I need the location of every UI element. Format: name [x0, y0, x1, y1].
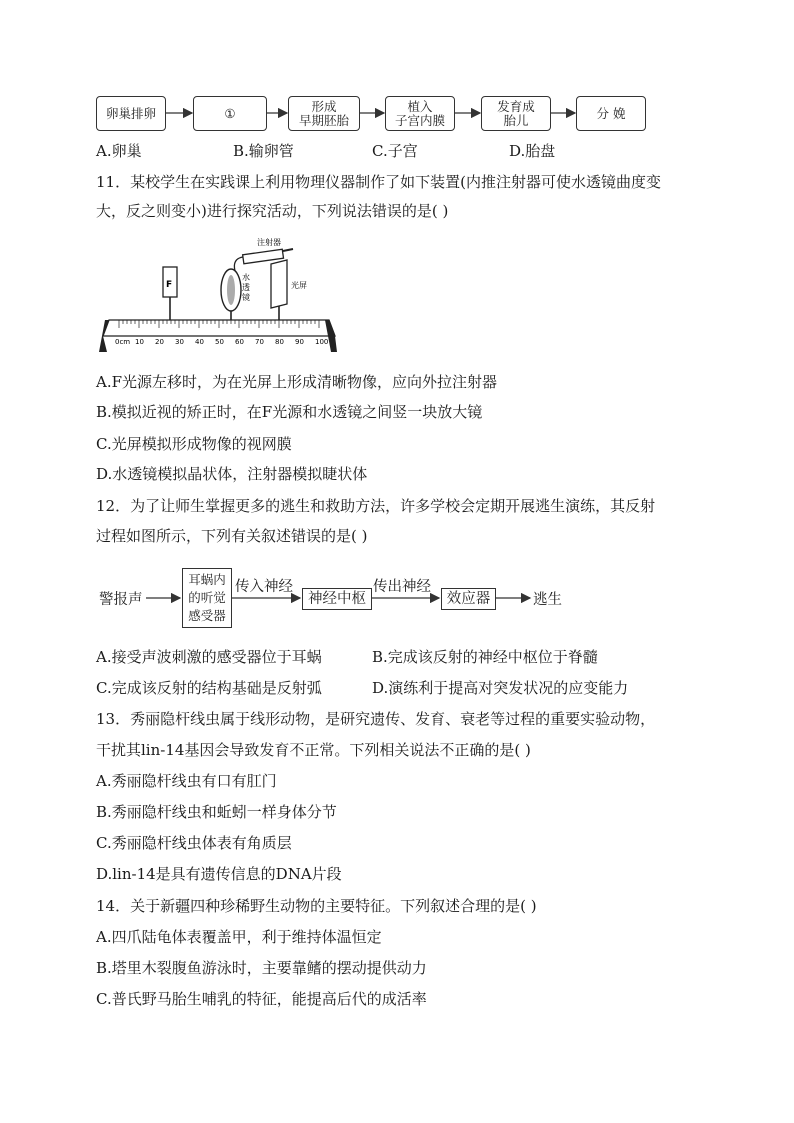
flow-box-text: 形成	[311, 98, 337, 114]
flow-start: 警报声	[99, 592, 143, 608]
q10-option-b: B.输卵管	[233, 142, 294, 160]
flow-box-text: 胎儿	[503, 112, 529, 128]
q13-stem-line2: 干扰其lin-14基因会导致发育不正常。下列相关说法不正确的是( )	[96, 741, 531, 759]
light-screen	[271, 260, 287, 308]
center-text: 神经中枢	[308, 591, 366, 607]
q14-option-b: B.塔里木裂腹鱼游泳时，主要靠鳍的摆动提供动力	[96, 959, 427, 977]
ruler-tick-label: 40	[195, 338, 204, 346]
receptor-line2: 的听觉	[188, 590, 226, 605]
ruler-tick-label: 10	[135, 338, 144, 346]
flow-box-text: 发育成	[497, 98, 535, 114]
lens-label-2: 透	[242, 283, 250, 292]
q14-option-a: A.四爪陆龟体表覆盖甲，利于维持体温恒定	[96, 928, 382, 946]
q10-option-a: A.卵巢	[96, 142, 142, 160]
flow-box-text: ①	[224, 105, 236, 121]
ruler-tick-label: 80	[275, 338, 284, 346]
q12-stem-line1: 12．为了让师生掌握更多的逃生和救助方法，许多学校会定期开展逃生演练，其反射	[96, 497, 656, 515]
screen-label: 光屏	[291, 281, 307, 290]
lens-label-3: 镜	[242, 293, 250, 302]
q13-option-c: C.秀丽隐杆线虫体表有角质层	[96, 834, 292, 852]
flow-box-text: 子宫内膜	[394, 112, 445, 128]
flow-box-text: 植入	[407, 98, 433, 114]
flow-afferent-label: 传入神经	[235, 579, 293, 595]
q11-option-c: C.光屏模拟形成物像的视网膜	[96, 435, 292, 453]
q10-option-c: C.子宫	[372, 142, 418, 160]
syringe-label: 注射器	[257, 238, 281, 247]
q14-option-c: C.普氏野马胎生哺乳的特征，能提高后代的成活率	[96, 990, 427, 1008]
q11-option-b: B.模拟近视的矫正时，在F光源和水透镜之间竖一块放大镜	[96, 403, 483, 421]
f-label: F	[166, 280, 173, 290]
q12-option-b: B.完成该反射的神经中枢位于脊髓	[372, 648, 598, 666]
optical-bench-figure	[95, 232, 345, 360]
flow-box-text: 卵巢排卵	[105, 105, 156, 121]
q13-option-b: B.秀丽隐杆线虫和蚯蚓一样身体分节	[96, 803, 337, 821]
q13-option-a: A.秀丽隐杆线虫有口有肛门	[96, 772, 277, 790]
receptor-line1: 耳蜗内	[188, 572, 226, 587]
q13-stem-line1: 13．秀丽隐杆线虫属于线形动物，是研究遗传、发育、衰老等过程的重要实验动物，	[96, 710, 656, 728]
receptor-line3: 感受器	[188, 608, 226, 623]
ruler-tick-label: 100	[315, 338, 329, 346]
q11-option-d: D.水透镜模拟晶状体，注射器模拟睫状体	[96, 465, 368, 483]
q12-option-d: D.演练利于提高对突发状况的应变能力	[372, 679, 629, 697]
lens-label-1: 水	[242, 273, 250, 282]
ruler-tick-label: 90	[295, 338, 304, 346]
q11-stem-line1: 11．某校学生在实践课上利用物理仪器制作了如下装置(内推注射器可使水透镜曲度变	[96, 173, 661, 191]
q12-option-c: C.完成该反射的结构基础是反射弧	[96, 679, 322, 697]
ruler-tick-label: 30	[175, 338, 184, 346]
flow-box-text: 早期胚胎	[298, 112, 349, 128]
ruler-tick-label: 50	[215, 338, 224, 346]
flow-end: 逃生	[533, 592, 562, 608]
flow-arrows	[0, 0, 794, 140]
effector-text: 效应器	[446, 591, 491, 607]
q12-stem-line2: 过程如图所示，下列有关叙述错误的是( )	[96, 527, 368, 545]
q13-option-d: D.lin-14是具有遗传信息的DNA片段	[96, 865, 342, 883]
flow-efferent-label: 传出神经	[373, 579, 431, 595]
q11-stem-line2: 大，反之则变小)进行探究活动，下列说法错误的是( )	[96, 202, 449, 220]
ruler-unit: 0cm	[115, 338, 131, 346]
q14-stem-line1: 14．关于新疆四种珍稀野生动物的主要特征。下列叙述合理的是( )	[96, 897, 537, 915]
q10-option-d: D.胎盘	[509, 142, 556, 160]
ruler-tick-label: 70	[255, 338, 264, 346]
reflex-arrows	[0, 560, 794, 630]
ruler-tick-label: 60	[235, 338, 244, 346]
ruler-tick-label: 20	[155, 338, 164, 346]
q12-option-a: A.接受声波刺激的感受器位于耳蜗	[96, 648, 322, 666]
q11-option-a: A.F光源左移时，为在光屏上形成清晰物像，应向外拉注射器	[96, 373, 498, 391]
flow-box-text: 分 娩	[596, 105, 626, 121]
